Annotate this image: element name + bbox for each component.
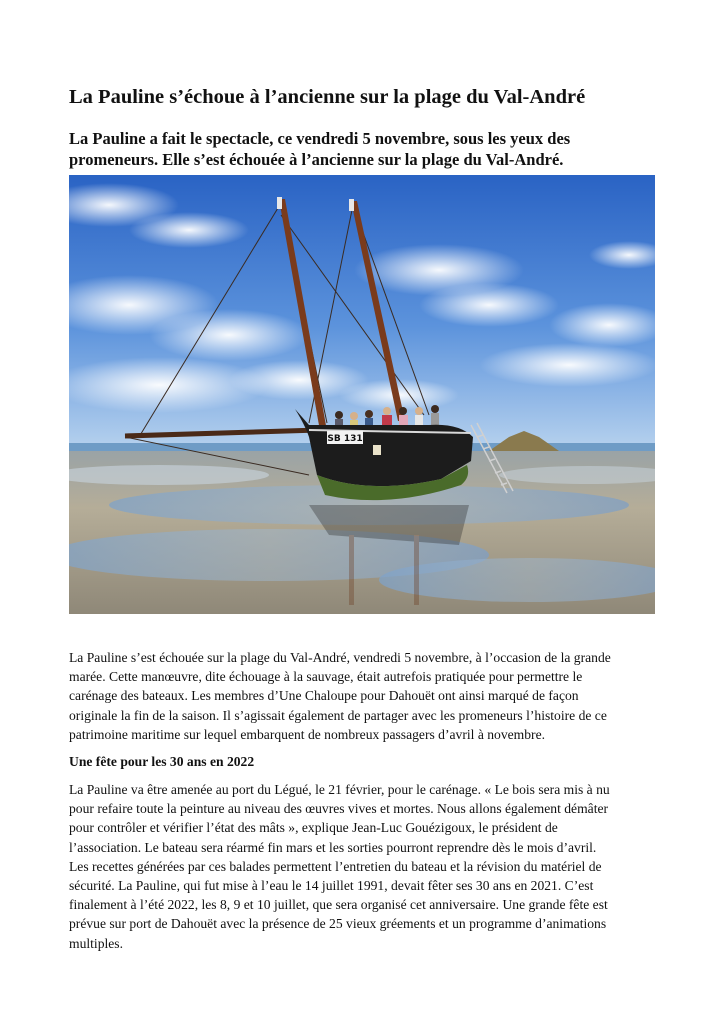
paragraph-line: marée. Cette manœuvre, dite échouage à la sauvage, était autrefois pratiquée pour permettre le [69,669,583,685]
paragraph-line: originale la fin de la saison. Il s’agissait également de partager avec les promeneurs l’histoire de ce [69,707,607,723]
paragraph-line: sécurité. La Pauline, qui fut mise à l’eau le 14 juillet 1991, devait fêter ses 30 ans en 2021. C’est [69,878,594,894]
paragraph-2 [69,780,656,953]
mainmast-top [349,199,354,211]
paragraph-line: multiples. [69,935,123,951]
paragraph-1 [69,648,656,744]
hull-marking: SB 131 [327,434,363,444]
paragraph-line: finalement à l’été 2022, les 8, 9 et 10 juillet, que sera organisé cet anniversaire. Une grande fête est [69,897,608,913]
article-title: La Pauline s’échoue à l’ancienne sur la plage du Val-André [69,86,586,108]
boat-photo [69,175,655,614]
article-lead [69,128,656,170]
paragraph-line: carénage des bateaux. Les membres d’Une Chaloupe pour Dahouët ont ainsi marqué de façon [69,688,579,704]
paragraph-line: La Pauline va être amenée au port du Légué, le 21 février, pour le carénage. « Le bois sera mis à nu [69,782,610,797]
foremast-top [277,197,282,209]
paragraph-line: pour contrôler et vérifier l’état des mâts », explique Jean-Luc Gouézigoux, le président de [69,820,558,836]
lead-line: promeneurs. Elle s’est échouée à l’ancienne sur la plage du Val-André. [69,150,564,169]
boat-photo-illustration [69,175,655,614]
paragraph-line: La Pauline s’est échouée sur la plage du Val-André, vendredi 5 novembre, à l’occasion de la grande [69,650,611,665]
paragraph-line: Les recettes générées par ces balades permettent l’entretien du bateau et la révision du matériel de [69,858,602,874]
section-heading: Une fête pour les 30 ans en 2022 [69,754,255,769]
paragraph-line: prévue sur port de Dahouët avec la présence de 25 vieux gréements et un programme d’animations [69,916,607,932]
paragraph-line: patrimoine maritime sur lequel embarquent de nombreux passagers d’avril à novembre. [69,726,546,742]
lead-line: La Pauline a fait le spectacle, ce vendredi 5 novembre, sous les yeux des [69,129,571,148]
paragraph-line: pour refaire toute la peinture au niveau des œuvres vives et mortes. Nous allons également démâter [69,801,609,817]
paragraph-line: l’association. Le bateau sera réarmé fin mars et les sorties pourront reprendre dès le mois d’avril. [69,839,597,855]
